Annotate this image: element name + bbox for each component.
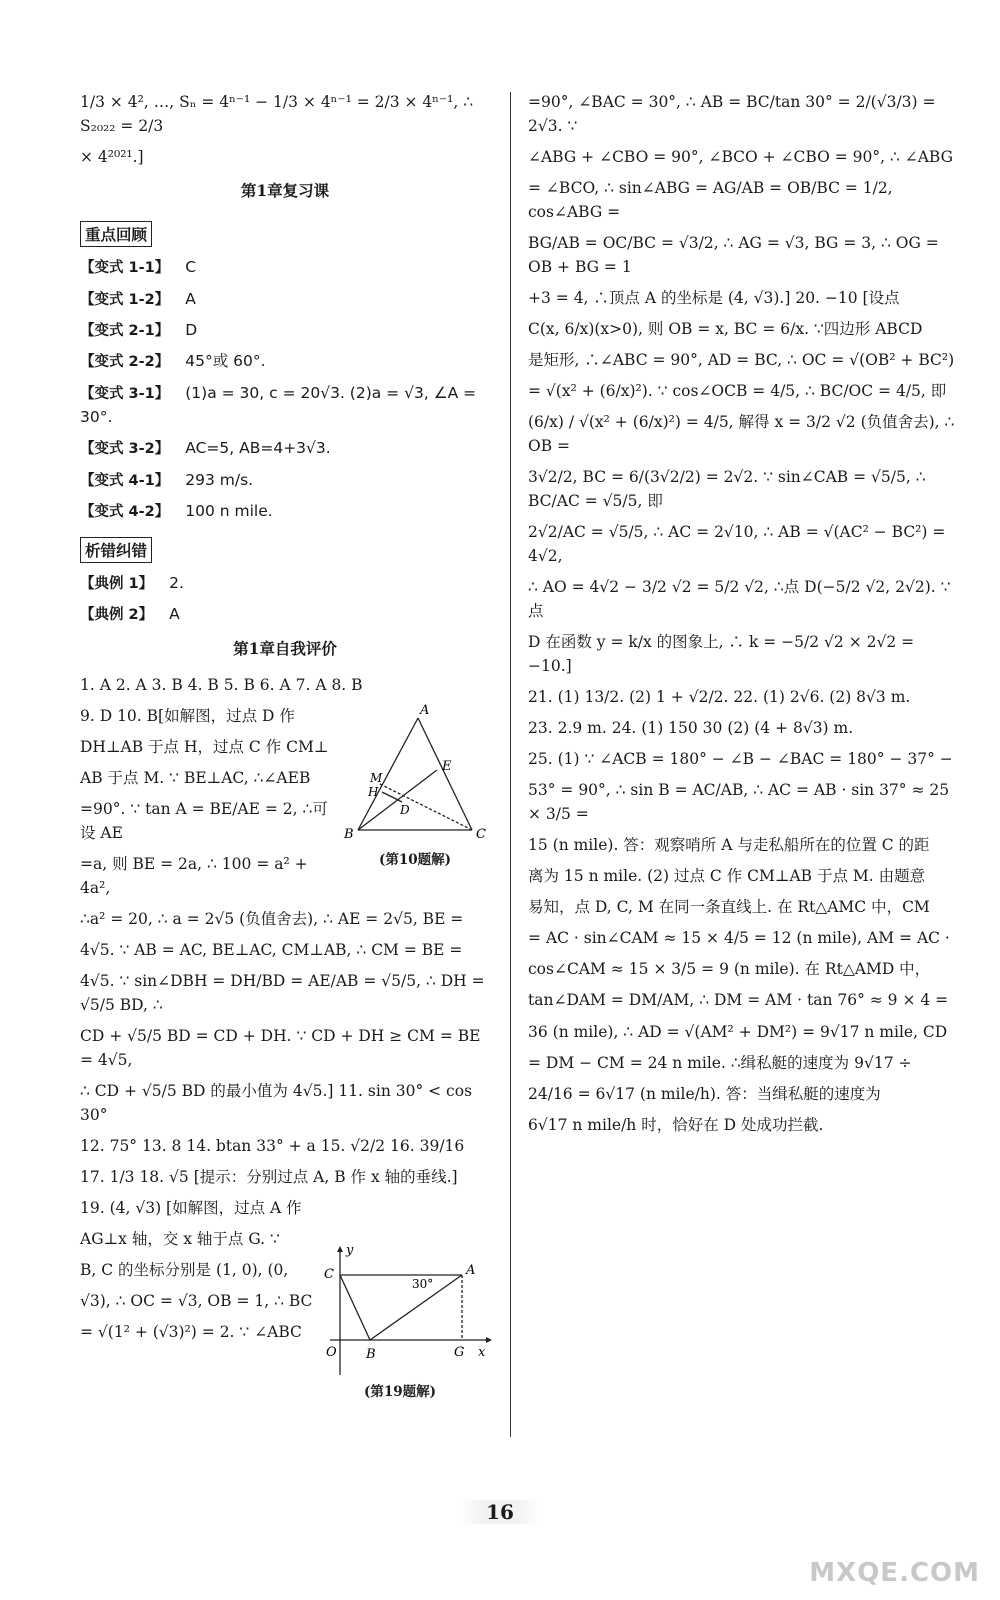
text-line: = AC · sin∠CAM ≈ 15 × 4/5 = 12 (n mile), AM = AC · (528, 929, 950, 948)
right-column (528, 90, 960, 1144)
label-x: x (478, 1345, 486, 1360)
text-line: 25. (1) ∵ ∠ACB = 180° − ∠B − ∠BAC = 180° − 37° − (528, 750, 953, 769)
text-line: 19. (4, √3) [如解图，过点 A 作 (80, 1199, 302, 1218)
x-axis-arrow (486, 1337, 492, 1343)
text-line: 离为 15 n mile. (2) 过点 C 作 CM⊥AB 于点 M. 由题意 (528, 867, 926, 886)
label-a: A (466, 1263, 476, 1278)
list-item: 【变式 1-2】 A (80, 289, 196, 308)
text-line: 3√2/2, BC = 6/(3√2/2) = 2√2. ∵ sin∠CAB = √5/5, ∴ BC/AC = √5/5, 即 (528, 468, 926, 511)
text-line: 4√5. ∵ AB = AC, BE⊥AC, CM⊥AB, ∴ CM = BE = (80, 940, 463, 959)
text-line: √3), ∴ OC = √3, OB = 1, ∴ BC (80, 1292, 313, 1311)
text-line: = √(1² + (√3)²) = 2. ∵ ∠ABC (80, 1323, 302, 1342)
text-line: = √(x² + (6/x)²). ∵ cos∠OCB = 4/5, ∴ BC/OC = 4/5, 即 (528, 382, 947, 401)
segment-cm (378, 783, 472, 830)
figure-caption: (第19题解) (363, 1384, 437, 1400)
figure-caption: (第10题解) (378, 852, 452, 868)
text-line: 15 (n mile). 答：观察哨所 A 与走私船所在的位置 C 的距 (528, 836, 930, 855)
label-b: B (344, 827, 354, 842)
text-line: C(x, 6/x)(x>0), 则 OB = x, BC = 6/x. ∵四边形 ABCD (528, 320, 923, 339)
text-line: ∴ CD + √5/5 BD 的最小值为 4√5.] 11. sin 30° < cos 30° (80, 1082, 473, 1125)
box-heading-key-review: 重点回顾 (80, 221, 152, 247)
list-item: 【典例 2】 A (80, 605, 180, 624)
text-line: 36 (n mile), ∴ AD = √(AM² + DM²) = 9√17 n mile, CD (528, 1022, 948, 1041)
text-line: = ∠BCO, ∴ sin∠ABG = AG/AB = OB/BC = 1/2, cos∠ABG = (528, 179, 893, 222)
box-heading-error-analysis: 析错纠错 (80, 537, 152, 563)
text-line: 17. 1/3 18. √5 [提示：分别过点 A, B 作 x 轴的垂线.] (80, 1168, 458, 1187)
text-line: tan∠DAM = DM/AM, ∴ DM = AM · tan 76° ≈ 9 × 4 = (528, 991, 949, 1010)
list-item: 【变式 3-2】 AC=5, AB=4+3√3. (80, 439, 331, 458)
section-title-self-eval: 第1章自我评价 (233, 638, 337, 658)
label-y: y (346, 1243, 354, 1258)
label-c: C (324, 1267, 334, 1282)
text-line: BG/AB = OC/BC = √3/2, ∴ AG = √3, BG = 3, ∴ OG = OB + BG = 1 (528, 234, 939, 277)
text-line: =90°, ∠BAC = 30°, ∴ AB = BC/tan 30° = 2/(√3/3) = 2√3. ∵ (528, 93, 936, 136)
triangle-diagram (340, 698, 490, 848)
y-axis-arrow (337, 1246, 343, 1252)
text-line: 12. 75° 13. 8 14. btan 33° + a 15. √2/2 16. 39/16 (80, 1137, 465, 1156)
text-line: ∠ABG + ∠CBO = 90°, ∠BCO + ∠CBO = 90°, ∴ ∠ABG (528, 148, 953, 167)
label-b: B (366, 1347, 376, 1362)
list-item: 【变式 3-1】 (1)a = 30, c = 20√3. (2)a = √3, ∠A = 30°. (80, 383, 477, 427)
text-line: = DM − CM = 24 n mile. ∴缉私艇的速度为 9√17 ÷ (528, 1053, 912, 1072)
list-item: 【变式 4-2】 100 n mile. (80, 502, 273, 521)
figure-q19 (300, 1240, 500, 1400)
figure-q10 (340, 698, 490, 868)
text-line: cos∠CAM ≈ 15 × 3/5 = 9 (n mile). 在 Rt△AMD 中， (528, 960, 931, 979)
list-item: 【变式 1-1】 C (80, 258, 197, 277)
text-line: 是矩形, ∴∠ABC = 90°, AD = BC, ∴ OC = √(OB² + BC²) (528, 351, 955, 370)
list-item: 【变式 2-2】 45°或 60°. (80, 352, 266, 371)
text-line: 6√17 n mile/h 时，恰好在 D 处成功拦截. (528, 1115, 824, 1134)
watermark: MXQE.COM (809, 1558, 980, 1588)
text-line: AG⊥x 轴，交 x 轴于点 G. ∵ (80, 1230, 280, 1249)
angle-label: 30° (412, 1277, 434, 1291)
segment-ac (418, 718, 472, 830)
text-line: D 在函数 y = k/x 的图象上, ∴ k = −5/2 √2 × 2√2 = −10.] (528, 633, 915, 676)
text-line: 23. 2.9 m. 24. (1) 150 30 (2) (4 + 8√3) m. (528, 719, 854, 738)
segment-cb (340, 1275, 370, 1340)
label-c: C (476, 827, 486, 842)
text-line: × 4²⁰²¹.] (80, 148, 144, 167)
text-line: =90°. ∵ tan A = BE/AE = 2, ∴可设 AE (80, 799, 328, 842)
page-number: 16 (0, 1500, 1000, 1524)
text-line: 9. D 10. B[如解图，过点 D 作 (80, 706, 295, 725)
text-line: ∴a² = 20, ∴ a = 2√5 (负值舍去), ∴ AE = 2√5, BE = (80, 909, 464, 928)
label-m: M (370, 771, 383, 785)
text-line: DH⊥AB 于点 H，过点 C 作 CM⊥ (80, 737, 329, 756)
label-o: O (326, 1345, 337, 1360)
list-item: 【变式 2-1】 D (80, 321, 198, 339)
label-d: D (400, 803, 410, 817)
label-a: A (420, 703, 430, 718)
label-e: E (442, 759, 452, 774)
text-line: CD + √5/5 BD = CD + DH. ∵ CD + DH ≥ CM = BE = 4√5, (80, 1026, 481, 1069)
text-line: ∴ AO = 4√2 − 3/2 √2 = 5/2 √2, ∴点 D(−5/2 √2, 2√2). ∵点 (528, 578, 951, 621)
section-title-review: 第1章复习课 (240, 181, 330, 201)
text-line: 2√2/AC = √5/5, ∴ AC = 2√10, ∴ AB = √(AC² − BC²) = 4√2, (528, 523, 946, 566)
text-line: 24/16 = 6√17 (n mile/h). 答：当缉私艇的速度为 (528, 1084, 881, 1103)
label-h: H (368, 785, 379, 799)
label-g: G (454, 1345, 465, 1360)
text-line: 4√5. ∵ sin∠DBH = DH/BD = AE/AB = √5/5, ∴ DH = √5/5 BD, ∴ (80, 971, 485, 1014)
text-line: 21. (1) 13/2. (2) 1 + √2/2. 22. (1) 2√6. (2) 8√3 m. (528, 688, 911, 707)
text-line: B, C 的坐标分别是 (1, 0), (0, (80, 1261, 289, 1280)
list-item: 【变式 4-1】 293 m/s. (80, 470, 254, 489)
column-divider (510, 92, 511, 1437)
text-line: 1. A 2. A 3. B 4. B 5. B 6. A 7. A 8. B (80, 675, 363, 694)
text-line: 易知，点 D, C, M 在同一条直线上. 在 Rt△AMC 中，CM (528, 898, 930, 917)
coordinate-diagram (300, 1240, 500, 1380)
text-line: (6/x) / √(x² + (6/x)²) = 4/5, 解得 x = 3/2 √2 (负值舍去), ∴ OB = (528, 413, 955, 456)
text-line: 53° = 90°, ∴ sin B = AC/AB, ∴ AC = AB · sin 37° ≈ 25 × 3/5 = (528, 781, 950, 824)
list-item: 【典例 1】 2. (80, 573, 184, 592)
text-line: AB 于点 M. ∵ BE⊥AC, ∴∠AEB (80, 768, 311, 787)
text-line: 1/3 × 4², …, Sₙ = 4ⁿ⁻¹ − 1/3 × 4ⁿ⁻¹ = 2/3 × 4ⁿ⁻¹, ∴ S₂₀₂₂ = 2/3 (80, 93, 474, 136)
text-line: =a, 则 BE = 2a, ∴ 100 = a² + 4a², (80, 854, 308, 897)
text-line: +3 = 4, ∴顶点 A 的坐标是 (4, √3).] 20. −10 [设点 (528, 289, 900, 308)
